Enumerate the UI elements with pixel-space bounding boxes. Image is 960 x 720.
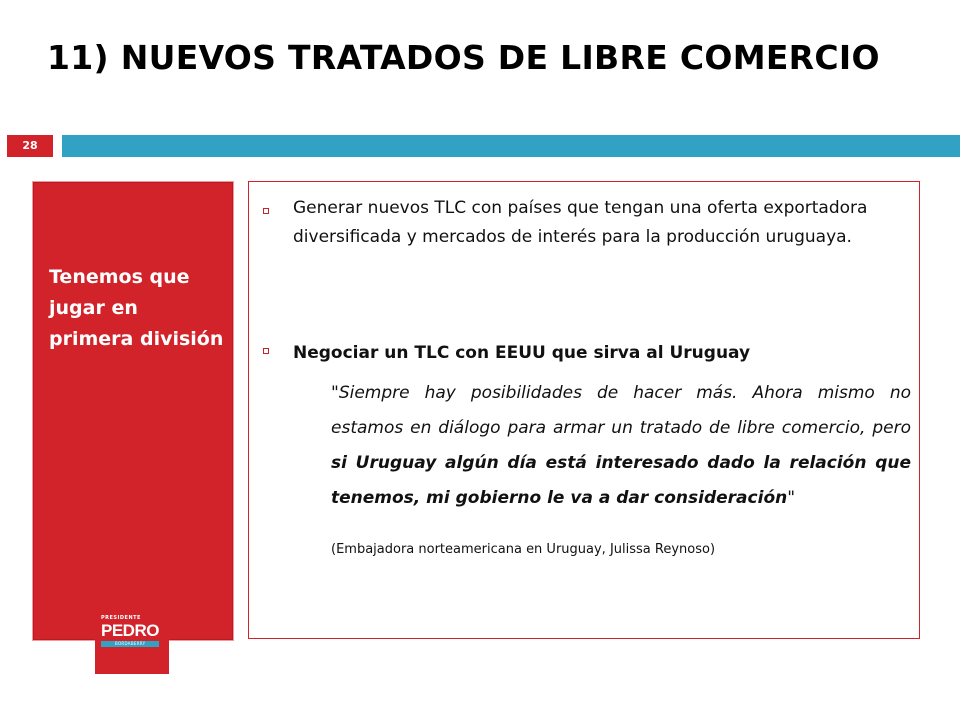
quote-bold: si Uruguay algún día está interesado dado la relación que tenemos, mi gobierno le va a dar consideración bbox=[331, 453, 911, 508]
slide-title: 11) NUEVOS TRATADOS DE LIBRE COMERCIO bbox=[47, 38, 880, 77]
square-bullet-icon bbox=[263, 348, 269, 354]
left-panel-text: Tenemos que jugar en primera división bbox=[49, 266, 224, 350]
left-red-panel bbox=[32, 181, 234, 641]
pedro-bordaberry-logo bbox=[95, 604, 169, 674]
content-box bbox=[248, 181, 920, 639]
header-bar bbox=[62, 135, 960, 157]
logo-bottom-text: BORDABERRY bbox=[115, 641, 146, 646]
quote-plain: "Siempre hay posibilidades de hacer más. Ahora mismo no estamos en diálogo para armar un tratado de libre comercio, pero bbox=[331, 383, 911, 438]
quote-end: " bbox=[787, 488, 796, 508]
logo-top-text: PRESIDENTE bbox=[101, 615, 141, 621]
slide-number: 28 bbox=[7, 135, 53, 157]
quote bbox=[331, 376, 911, 516]
logo-name: PEDRO bbox=[101, 621, 159, 640]
bullet-text-1: Generar nuevos TLC con países que tengan una oferta exportadora diversificada y mercados de interés para la producción uruguaya. bbox=[293, 198, 868, 247]
square-bullet-icon bbox=[263, 208, 269, 214]
bullet-text-2: Negociar un TLC con EEUU que sirva al Uruguay bbox=[293, 343, 751, 363]
quote-attribution: (Embajadora norteamericana en Uruguay, Julissa Reynoso) bbox=[331, 542, 716, 557]
